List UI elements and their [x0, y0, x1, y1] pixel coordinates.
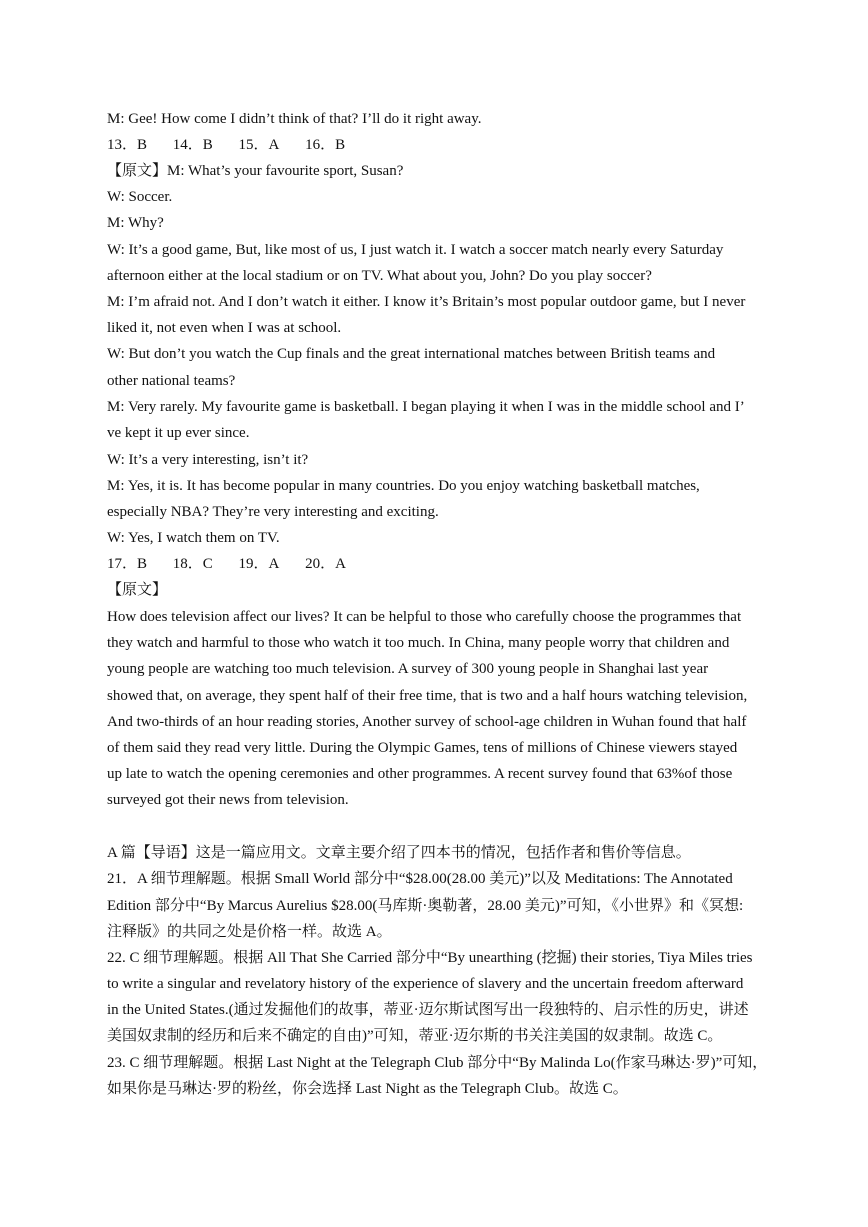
dialogue-line: W: It’s a good game, But, like most of us, I just watch it. I watch a soccer match nearly every Saturday: [107, 242, 724, 258]
dialogue-line: W: But don’t you watch the Cup finals and the great international matches between British teams and: [107, 346, 716, 362]
answer-13: 13．B: [107, 137, 148, 153]
reading-line: A 篇【导语】这是一篇应用文。文章主要介绍了四本书的情况，包括作者和售价等信息。: [107, 845, 691, 861]
dialogue-line: W: Yes, I watch them on TV.: [107, 530, 280, 546]
passage-line: showed that, on average, they spent half of their free time, that is two and a half hours watching television,: [107, 688, 748, 704]
dialogue-line: M: Why?: [107, 215, 164, 231]
reading-line: 22. C 细节理解题。根据 All That She Carried 部分中“By unearthing (挖掘) their stories, Tiya Miles tries: [107, 950, 753, 966]
dialogue-line: W: Soccer.: [107, 189, 173, 205]
answer-14: 14．B: [172, 137, 213, 153]
dialogue-line: W: It’s a very interesting, isn’t it?: [107, 452, 309, 468]
answer-row-17-20: [107, 555, 767, 573]
answer-17: 17．B: [107, 556, 148, 572]
reading-line: 如果你是马琳达·罗的粉丝，你会选择 Last Night as the Telegraph Club。故选 C。: [107, 1081, 628, 1097]
dialogue-line: other national teams?: [107, 373, 236, 389]
passage-line: young people are watching too much television. A survey of 300 young people in Shanghai last year: [107, 661, 709, 677]
dialogue-line: 【原文】M: What’s your favourite sport, Susan?: [107, 163, 404, 179]
reading-line: to write a singular and revelatory history of the experience of slavery and the uncertain freedom afterward: [107, 976, 744, 992]
answer-row-13-16: [107, 136, 767, 154]
passage-line: they watch and harmful to those who watch it too much. In China, many people worry that children and: [107, 635, 730, 651]
answer-19: 19．A: [238, 556, 280, 572]
passage-line: And two-thirds of an hour reading stories, Another survey of school-age children in Wuhan found that half: [107, 714, 747, 730]
passage-line: up late to watch the opening ceremonies and other programmes. A recent survey found that 63%of those: [107, 766, 733, 782]
dialogue-line: especially NBA? They’re very interesting and exciting.: [107, 504, 439, 520]
dialogue-line: ve kept it up ever since.: [107, 425, 250, 441]
passage-line: How does television affect our lives? It can be helpful to those who carefully choose the programmes that: [107, 609, 742, 625]
answer-16: 16．B: [305, 137, 346, 153]
dialogue-line: liked it, not even when I was at school.: [107, 320, 342, 336]
answer-20: 20．A: [305, 556, 346, 572]
dialogue-line: afternoon either at the local stadium or on TV. What about you, John? Do you play soccer?: [107, 268, 652, 284]
reading-line: 注释版》的共同之处是价格一样。故选 A。: [107, 924, 392, 940]
transcript-label: 【原文】: [107, 582, 168, 598]
reading-line: 23. C 细节理解题。根据 Last Night at the Telegraph Club 部分中“By Malinda Lo(作家马琳达·罗)”可知，: [107, 1055, 768, 1071]
dialogue-line: M: Yes, it is. It has become popular in many countries. Do you enjoy watching basketball matches,: [107, 478, 700, 494]
reading-line: 21．A 细节理解题。根据 Small World 部分中“$28.00(28.00 美元)”以及 Meditations: The Annotated: [107, 871, 733, 887]
reading-line: Edition 部分中“By Marcus Aurelius $28.00(马库斯·奥勒著，28.00 美元)”可知，《小世界》和《冥想:: [107, 898, 744, 914]
answer-15: 15．A: [238, 137, 280, 153]
dialogue-line: M: Very rarely. My favourite game is basketball. I began playing it when I was in the middle school and I’: [107, 399, 745, 415]
passage-line: surveyed got their news from television.: [107, 792, 349, 808]
passage-line: of them said they read very little. During the Olympic Games, tens of millions of Chinese viewers stayed: [107, 740, 738, 756]
answer-18: 18．C: [172, 556, 213, 572]
reading-line: in the United States.(通过发掘他们的故事，蒂亚·迈尔斯试图写出一段独特的、启示性的历史，讲述: [107, 1002, 749, 1018]
dialogue-line: M: I’m afraid not. And I don’t watch it either. I know it’s Britain’s most popular outdoor game, but I never: [107, 294, 746, 310]
reading-line: 美国奴隶制的经历和后来不确定的自由)”可知，蒂亚·迈尔斯的书关注美国的奴隶制。故选 C。: [107, 1028, 723, 1044]
dialogue-line: M: Gee! How come I didn’t think of that? I’ll do it right away.: [107, 111, 482, 127]
